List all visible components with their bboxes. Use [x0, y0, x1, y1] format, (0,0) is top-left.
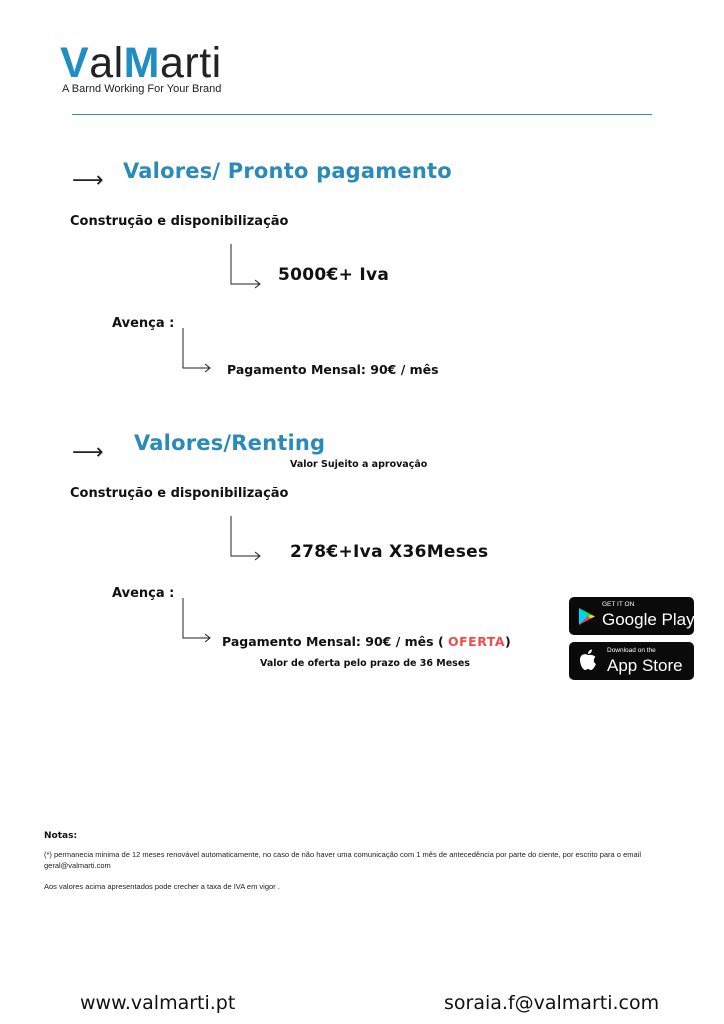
section1-title: Valores/ Pronto pagamento: [123, 159, 452, 183]
google-badge-top-text: GET IT ON: [602, 601, 635, 608]
notes-line-1: (*) permanecia minima de 12 meses renovável automaticamente, no caso de não haver uma comunicação com 1 mês de antecedência por parte do ciente, por escrito para o email geral@valmarti.com: [44, 850, 641, 870]
app-store-badge[interactable]: [569, 642, 694, 680]
apple-badge-top-text: Download on the: [607, 647, 656, 654]
logo-wordmark: [60, 40, 222, 86]
logo-text-arti: arti: [159, 39, 222, 87]
section1-avenca-label: Avença :: [112, 316, 175, 331]
section1-construction-label: Construção e disponibilização: [70, 214, 289, 229]
notes-line-2: Aos valores acima apresentados pode crecher a taxa de IVA em vigor .: [44, 882, 280, 891]
elbow-arrow-icon: [178, 598, 218, 642]
offer-highlight: OFERTA: [448, 634, 506, 649]
footer-email[interactable]: soraia.f@valmarti.com: [444, 992, 660, 1014]
logo-letter-v: V: [60, 39, 90, 87]
notes-title: Notas:: [44, 831, 78, 841]
section2-price: 278€+Iva X36Meses: [290, 542, 489, 562]
elbow-arrow-icon: [178, 328, 218, 372]
section2-monthly-payment: [222, 634, 511, 649]
apple-icon: [579, 649, 597, 671]
section1-monthly-payment: Pagamento Mensal: 90€ / mês: [227, 362, 439, 377]
section2-offer-note: Valor de oferta pelo prazo de 36 Meses: [260, 658, 470, 669]
right-arrow-icon: ⟶: [72, 440, 104, 465]
monthly-payment-close: ): [505, 634, 511, 649]
elbow-arrow-icon: [226, 516, 266, 560]
logo-letter-m: M: [123, 39, 160, 87]
apple-badge-main-text: App Store: [607, 656, 683, 675]
section2-title: Valores/Renting: [134, 431, 326, 455]
monthly-payment-text: Pagamento Mensal: 90€ / mês (: [222, 634, 444, 649]
brand-tagline: A Barnd Working For Your Brand: [62, 83, 222, 95]
section2-avenca-label: Avença :: [112, 586, 175, 601]
right-arrow-icon: ⟶: [72, 168, 104, 193]
footer-website[interactable]: www.valmarti.pt: [80, 992, 236, 1014]
header-divider: [72, 114, 652, 115]
section2-construction-label: Construção e disponibilização: [70, 486, 289, 501]
google-play-badge[interactable]: [569, 597, 694, 635]
section1-price: 5000€+ Iva: [278, 265, 390, 285]
google-badge-main-text: Google Play: [602, 610, 695, 629]
elbow-arrow-icon: [226, 244, 266, 288]
section2-subtitle: Valor Sujeito a aprovação: [290, 459, 428, 470]
google-play-icon: [578, 607, 596, 626]
logo-text-al: al: [89, 39, 124, 87]
brand-logo: [60, 40, 222, 95]
